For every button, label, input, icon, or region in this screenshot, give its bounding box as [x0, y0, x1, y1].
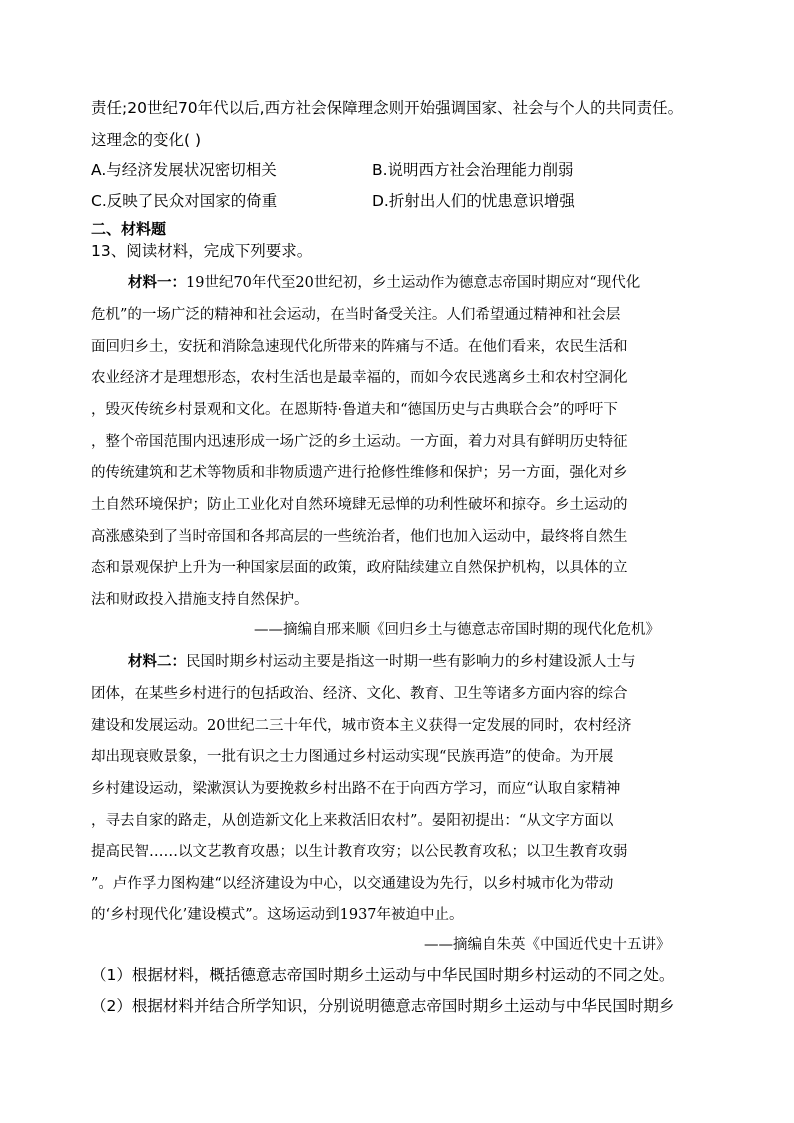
- q12-stem-line1: 责任;20世纪70年代以后,西方社会保障理念则开始强调国家、社会与个人的共同责任。: [91, 99, 684, 117]
- material2-first-line-text: 民国时期乡村运动主要是指这一时期一些有影响力的乡村建设派人士与: [186, 654, 636, 670]
- material1-line: 态和景观保护上升为一种国家层面的政策，政府陆续建立自然保护机构，以具体的立: [91, 560, 628, 576]
- q12-option-b: B.说明西方社会治理能力削弱: [372, 161, 574, 179]
- material2-label: 材料二：: [128, 653, 186, 670]
- material1-first-line-text: 19世纪70年代至20世纪初，乡土运动作为德意志帝国时期应对“现代化: [186, 275, 641, 291]
- material1-source: ——摘编自邢来顺《回归乡土与德意志帝国时期的现代化危机》: [254, 622, 660, 638]
- material2-line: 提高民智……以文艺教育攻愚；以生计教育攻穷；以公民教育攻私；以卫生教育攻弱: [91, 844, 628, 860]
- material1-line: 土自然环境保护；防止工业化对自然环境肆无忌惮的功利性破坏和掠夺。乡土运动的: [91, 497, 628, 513]
- material1-line: 农业经济才是理想形态，农村生活也是最幸福的，而如今农民逃离乡土和农村空洞化: [91, 370, 628, 386]
- material2-line: ”。卢作孚力图构建“以经济建设为中心，以交通建设为先行，以乡村城市化为带动: [91, 876, 614, 892]
- material1-line: 高涨感染到了当时帝国和各邦高层的一些统治者，他们也加入运动中，最终将自然生: [91, 529, 628, 545]
- material1-line: 危机”的一场广泛的精神和社会运动，在当时备受关注。人们希望通过精神和社会层: [91, 307, 621, 323]
- q12-option-a: A.与经济发展状况密切相关: [91, 161, 277, 179]
- material1-label: 材料一：: [128, 274, 186, 291]
- material1-line: 面回归乡土，安抚和消除急速现代化所带来的阵痛与不适。在他们看来，农民生活和: [91, 339, 628, 355]
- material2-line: 乡村建设运动，梁漱溟认为要挽救乡村出路不在于向西方学习，而应“认取自家精神: [91, 781, 621, 797]
- section-heading: 二、材料题: [91, 220, 167, 238]
- q12-option-c: C.反映了民众对国家的倚重: [91, 192, 278, 210]
- material1-line: ，整个帝国范围内迅速形成一场广泛的乡土运动。一方面，着力对具有鲜明历史特征: [91, 434, 628, 450]
- material1-line: ，毁灭传统乡村景观和文化。在恩斯特·鲁道夫和“德国历史与古典联合会”的呼吁下: [91, 402, 618, 418]
- material2-source: ——摘编自朱英《中国近代史十五讲》: [424, 937, 671, 953]
- material1-line: 的传统建筑和艺术等物质和非物质遗产进行抢修性维修和保护；另一方面，强化对乡: [91, 465, 628, 481]
- material1-first-line: [128, 273, 640, 293]
- material2-first-line: [128, 652, 636, 672]
- material2-line: 团体，在某些乡村进行的包括政治、经济、文化、教育、卫生等诸多方面内容的综合: [91, 686, 628, 702]
- q12-stem-line2: 这理念的变化( ): [91, 131, 202, 149]
- material2-line: 却出现衰败景象，一批有识之士力图通过乡村运动实现“民族再造”的使命。为开展: [91, 749, 614, 765]
- material2-line: ，寻去自家的路走，从创造新文化上来救活旧农村”。晏阳初提出：“从文字方面以: [91, 813, 614, 829]
- material1-last-line: 法和财政投入措施支持自然保护。: [91, 592, 309, 608]
- q13-sub2: （2）根据材料并结合所学知识，分别说明德意志帝国时期乡土运动与中华民国时期乡: [91, 997, 675, 1015]
- q13-sub1: （1）根据材料，概括德意志帝国时期乡土运动与中华民国时期乡村运动的不同之处。: [91, 966, 675, 984]
- q13-prompt: 13、阅读材料，完成下列要求。: [91, 242, 313, 260]
- material2-line: 建设和发展运动。20世纪二三十年代，城市资本主义获得一定发展的同时，农村经济: [91, 718, 632, 734]
- q12-option-d: D.折射出人们的忧患意识增强: [372, 192, 575, 210]
- material2-last-line: 的‘乡村现代化’建设模式”。这场运动到1937年被迫中止。: [91, 907, 464, 923]
